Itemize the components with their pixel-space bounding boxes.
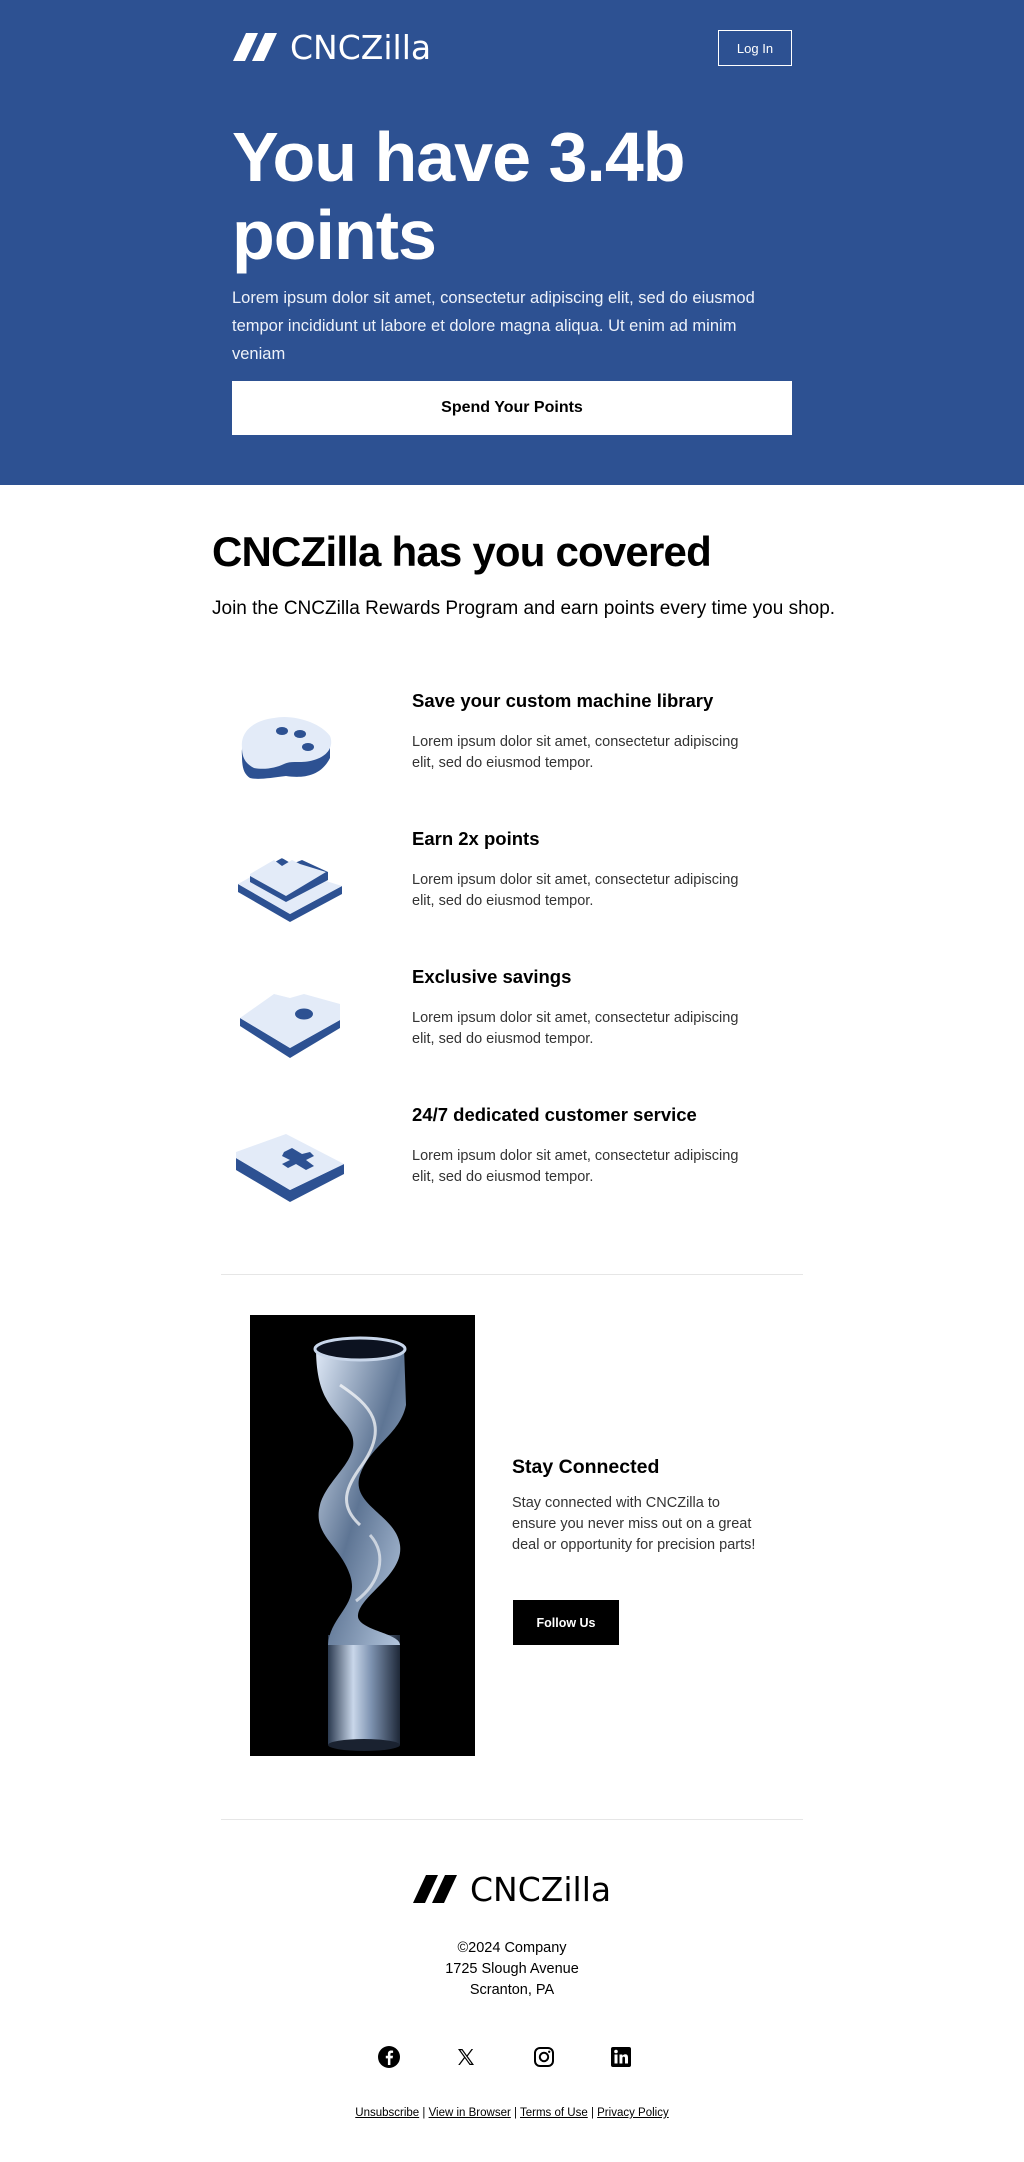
footer xyxy=(0,1820,1024,2162)
footer-links xyxy=(0,2107,1024,2119)
end-mill-cutter-icon xyxy=(250,1315,475,1756)
feature-text: Lorem ipsum dolor sit amet, consectetur adipiscing elit, sed do eiusmod tempor. xyxy=(412,872,739,909)
feature-item xyxy=(0,1102,1024,1240)
hero-text: Lorem ipsum dolor sit amet, consectetur adipiscing elit, sed do eiusmod tempor incididunt ut labore et dolore magna aliqua. Ut enim ad minim veniam xyxy=(232,289,755,363)
points-headline: You have 3.4b points xyxy=(232,118,685,274)
points-icon xyxy=(230,836,350,936)
end-mill-cutter-image xyxy=(250,1315,475,1756)
machine-library-icon xyxy=(230,698,350,798)
feature-text: Lorem ipsum dolor sit amet, consectetur adipiscing elit, sed do eiusmod tempor. xyxy=(412,734,739,771)
benefits-section xyxy=(0,485,1024,1275)
address-line: Scranton, PA xyxy=(469,1982,555,1998)
benefits-title: CNCZilla has you covered xyxy=(212,528,711,575)
stay-connected-section xyxy=(0,1275,1024,1820)
link-separator: | xyxy=(587,2107,598,2119)
privacy-link[interactable]: Privacy Policy xyxy=(597,2107,669,2119)
feature-item xyxy=(0,688,1024,826)
footer-logo[interactable] xyxy=(412,1869,612,1909)
feature-title: 24/7 dedicated customer service xyxy=(412,1104,697,1125)
logo-text: CNCZilla xyxy=(290,27,432,67)
login-button[interactable]: Log In xyxy=(718,30,792,66)
feature-item xyxy=(0,964,1024,1102)
view-in-browser-link[interactable]: View in Browser xyxy=(428,2107,511,2119)
spend-points-button[interactable]: Spend Your Points xyxy=(232,381,792,435)
feature-text: Lorem ipsum dolor sit amet, consectetur adipiscing elit, sed do eiusmod tempor. xyxy=(412,1148,739,1185)
instagram-icon[interactable] xyxy=(532,2045,556,2069)
customer-service-icon xyxy=(230,1112,350,1212)
terms-link[interactable]: Terms of Use xyxy=(520,2107,588,2119)
feature-title: Earn 2x points xyxy=(412,828,540,849)
address-line: 1725 Slough Avenue xyxy=(445,1961,579,1977)
brand-logo[interactable] xyxy=(232,27,432,67)
benefits-subtitle: Join the CNCZilla Rewards Program and earn points every time you shop. xyxy=(212,598,836,619)
hero-section xyxy=(0,0,1024,485)
stay-connected-text: Stay connected with CNCZilla to ensure you never miss out on a great deal or opportunity for precision parts! xyxy=(512,1495,756,1553)
company-address xyxy=(0,1938,1024,2001)
feature-title: Save your custom machine library xyxy=(412,690,714,711)
savings-tag-icon xyxy=(230,974,350,1074)
feature-item xyxy=(0,826,1024,964)
x-icon[interactable] xyxy=(454,2045,478,2069)
link-separator: | xyxy=(510,2107,520,2119)
stay-connected-title: Stay Connected xyxy=(512,1456,660,1478)
feature-text: Lorem ipsum dolor sit amet, consectetur adipiscing elit, sed do eiusmod tempor. xyxy=(412,1010,739,1047)
copyright-text: ©2024 Company xyxy=(457,1940,567,1956)
linkedin-icon[interactable] xyxy=(609,2045,633,2069)
follow-us-button[interactable]: Follow Us xyxy=(513,1600,619,1645)
logo-mark-icon xyxy=(232,31,282,63)
unsubscribe-link[interactable]: Unsubscribe xyxy=(355,2107,420,2119)
logo-text: CNCZilla xyxy=(470,1869,612,1909)
feature-title: Exclusive savings xyxy=(412,966,572,987)
facebook-icon[interactable] xyxy=(377,2045,401,2069)
logo-mark-icon xyxy=(412,1873,462,1905)
link-separator: | xyxy=(419,2107,429,2119)
